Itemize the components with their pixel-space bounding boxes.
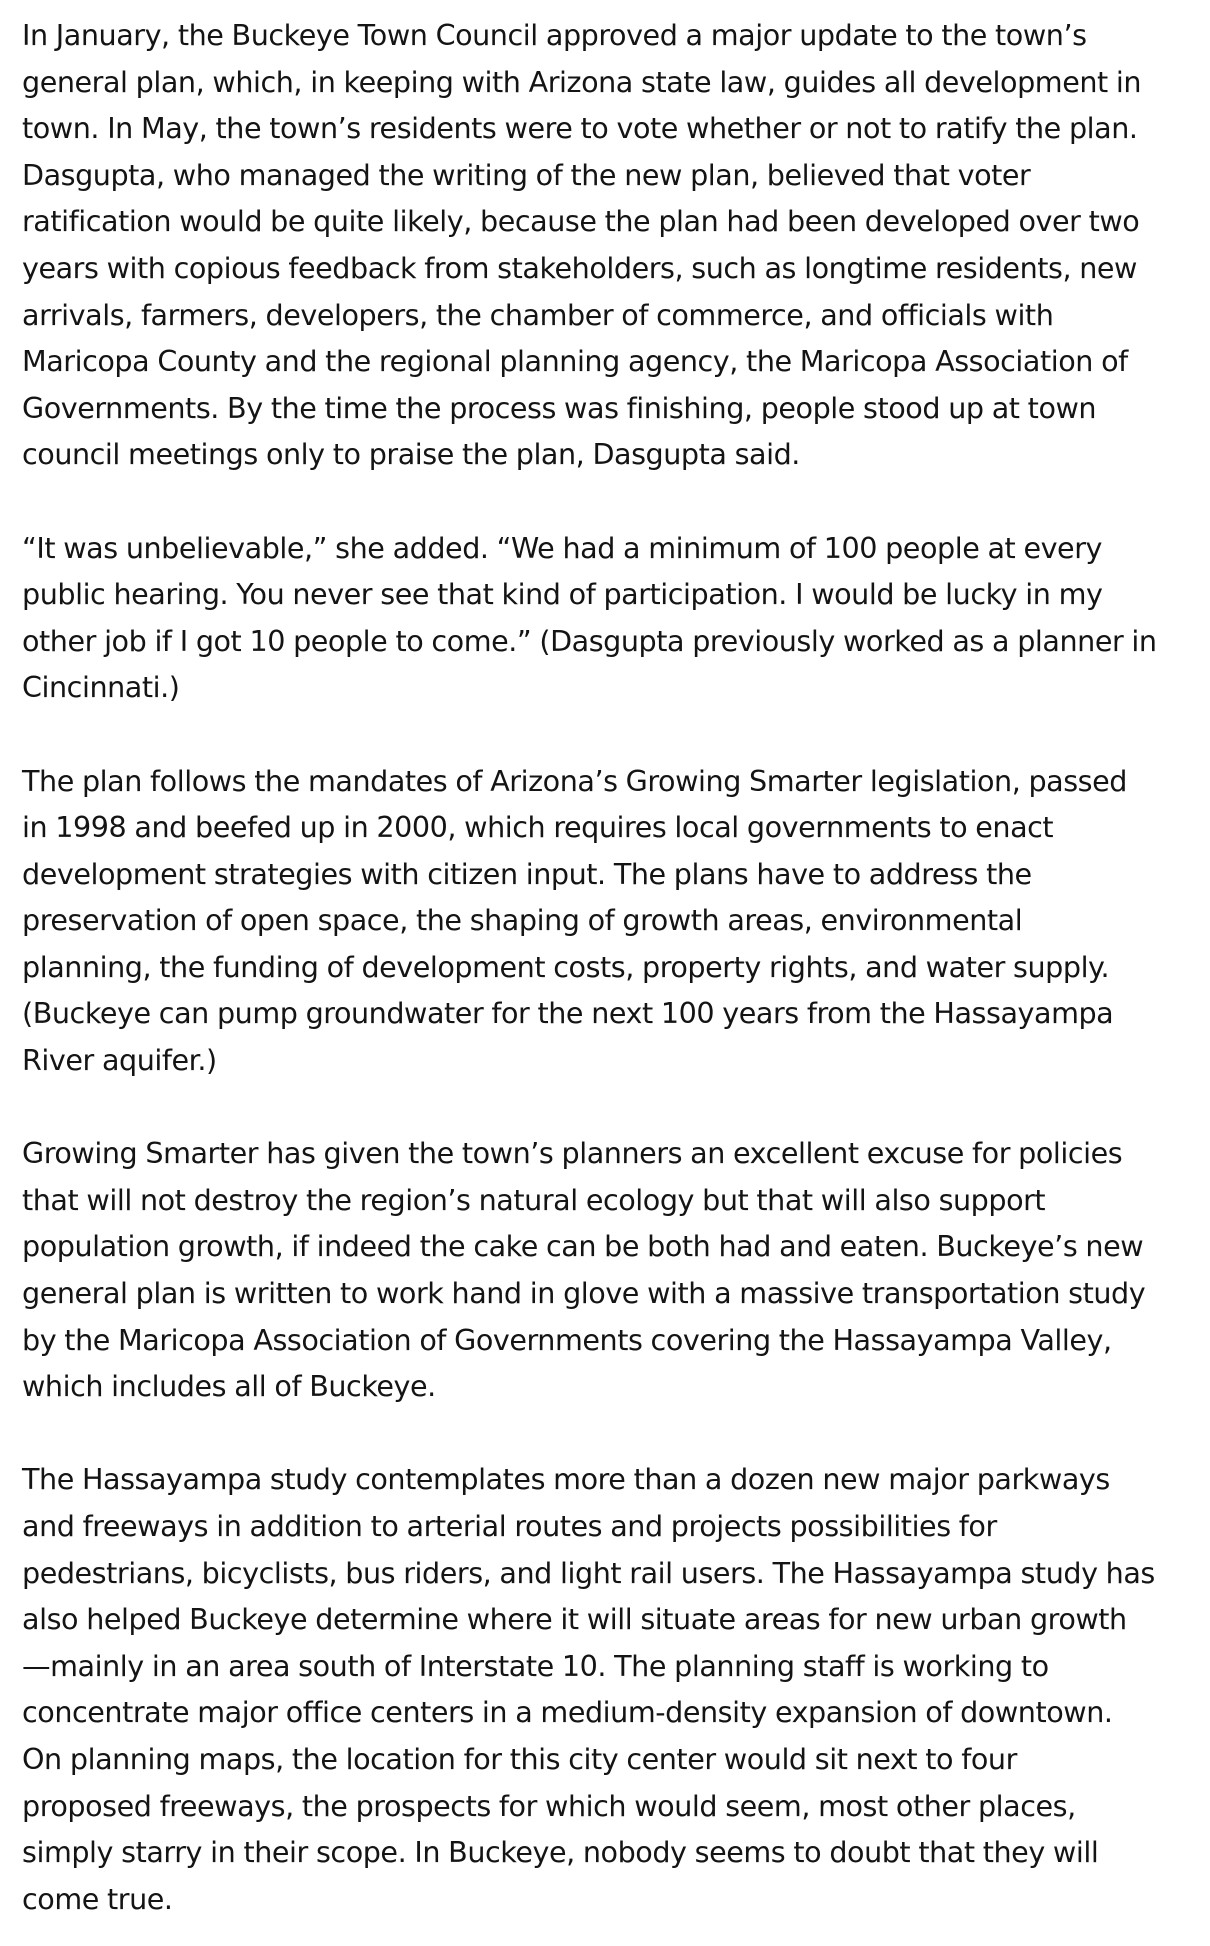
paragraph-planners-excuse: Growing Smarter has given the town’s planners an excellent excuse for policies that will not destroy the region’s natural ecology but that will also support population growth, if indeed the cake can be both had and eaten. Buckeye’s new general plan is written to work hand in glove with a massive transportation study by the Maricopa Association of Governments covering the Hassayampa Valley, which includes all of Buckeye. [22,1136,1146,1404]
paragraph-hassayampa-study: The Hassayampa study contemplates more than a dozen new major parkways and freeways in addition to arterial routes and projects possibilities for pedestrians, bicyclists, bus riders, and light rail users. The Hassayampa study has also helped Buckeye determine where it will situate areas for new urban growth —mainly in an area south of Interstate 10. The planning staff is working to concentrate major office centers in a medium-density expansion of downtown. On planning maps, the location for this city center would sit next to four proposed freeways, the prospects for which would seem, most other places, simply starry in their scope. In Buckeye, nobody seems to doubt that they will come true. [22,1462,1155,1916]
paragraph-growing-smarter-mandates: The plan follows the mandates of Arizona’s Growing Smarter legislation, passed in 1998 and beefed up in 2000, which requires local governments to enact development strategies with citizen input. The plans have to address the preservation of open space, the shaping of growth areas, environmental planning, the funding of development costs, property rights, and water supply. (Buckeye can pump groundwater for the next 100 years from the Hassayampa River aquifer.) [22,763,1127,1078]
paragraph-general-plan: In January, the Buckeye Town Council approved a major update to the town’s general plan, which, in keeping with Arizona state law, guides all development in town. In May, the town’s residents were to vote whether or not to ratify the plan. Dasgupta, who managed the writing of the new plan, believed that voter ratification would be quite likely, because the plan had been developed over two years with copious feedback from stakeholders, such as longtime residents, new arrivals, farmers, developers, the chamber of commerce, and officials with Maricopa County and the regional planning agency, the Maricopa Association of Governments. By the time the process was finishing, people stood up at town council meetings only to praise the plan, Dasgupta said. [22,18,1142,472]
article-body [22,12,1202,1922]
paragraph-dasgupta-quote: “It was unbelievable,” she added. “We had a minimum of 100 people at every public hearing. You never see that kind of participation. I would be lucky in my other job if I got 10 people to come.” (Dasgupta previously worked as a planner in Cincinnati.) [22,530,1157,705]
